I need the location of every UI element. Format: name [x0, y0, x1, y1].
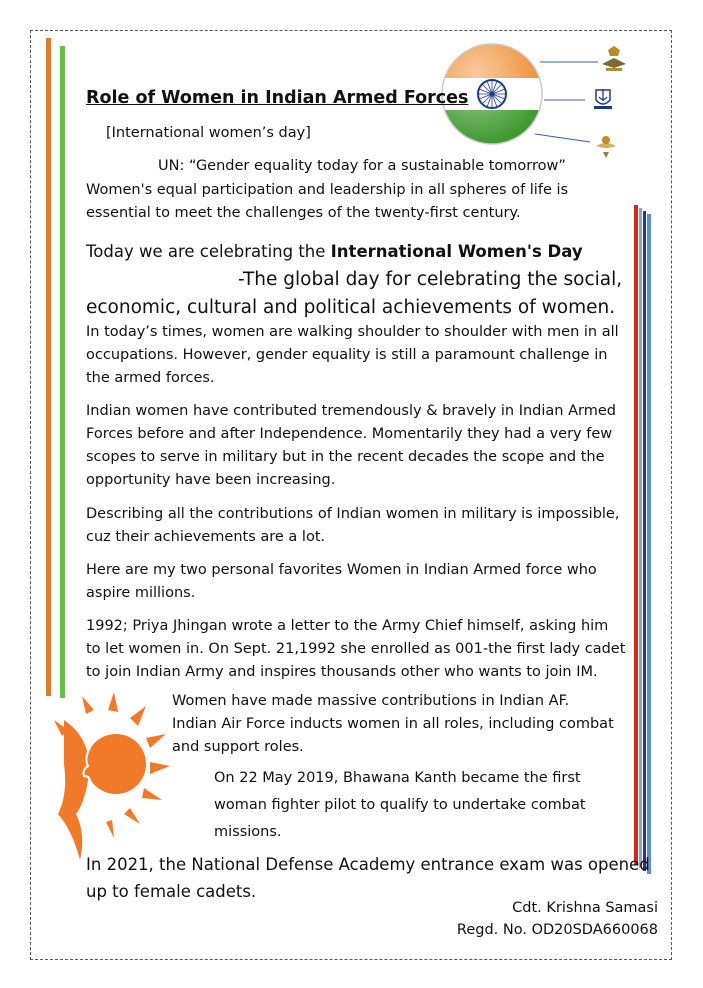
paragraph-line: Indian Air Force inducts women in all roles, including combat — [172, 716, 614, 732]
paragraph-line: woman fighter pilot to qualify to undertake combat — [214, 797, 586, 813]
paragraph-7 — [214, 765, 586, 846]
paragraph-line: In 2021, the National Defense Academy entrance exam was opened — [86, 855, 650, 874]
signature-name: Cdt. Krishna Samasi — [512, 900, 658, 916]
india-flag-globe — [440, 42, 650, 172]
paragraph-line: occupations. However, gender equality is still a paramount challenge in — [86, 347, 608, 363]
celebrate-bold: International Women's Day — [330, 242, 583, 261]
signature-regd: Regd. No. OD20SDA660068 — [456, 922, 658, 938]
navy-emblem-icon — [594, 89, 612, 109]
paragraph-8 — [86, 851, 650, 905]
paragraph-3 — [86, 504, 619, 550]
right-red-bar — [634, 205, 638, 865]
celebrate-prefix: Today we are celebrating the — [86, 242, 331, 261]
paragraph-line: to join Indian Army and inspires thousands other who wants to join IM. — [86, 664, 598, 680]
paragraph-line: On 22 May 2019, Bhawana Kanth became the first — [214, 770, 581, 786]
celebrate-desc-2: economic, cultural and political achievements of women. — [86, 297, 616, 318]
paragraph-5 — [86, 616, 625, 685]
paragraph-line: Indian women have contributed tremendously & bravely in Indian Armed — [86, 403, 616, 419]
un-quote: UN: “Gender equality today for a sustainable tomorrow” — [158, 158, 566, 174]
intro-line: Women's equal participation and leadership in all spheres of life is — [86, 182, 569, 198]
ashoka-chakra-icon — [478, 80, 506, 108]
celebrate-line — [86, 242, 583, 262]
paragraph-line: Describing all the contributions of Indian women in military is impossible, — [86, 506, 620, 522]
paragraph-line: scopes to serve in military but in the recent decades the scope and the — [86, 449, 605, 465]
page-title: Role of Women in Indian Armed Forces — [86, 88, 469, 108]
paragraph-line: to let women in. On Sept. 21,1992 she enrolled as 001-the first lady cadet — [86, 641, 626, 657]
intro-line: essential to meet the challenges of the twenty-first century. — [86, 205, 521, 221]
air-force-emblem-icon — [596, 136, 616, 158]
paragraph-line: Here are my two personal favorites Women in Indian Armed force who — [86, 562, 597, 578]
right-navy-bar — [643, 211, 646, 871]
paragraph-4 — [86, 560, 597, 606]
paragraph-2 — [86, 401, 616, 493]
subtitle: [International women’s day] — [106, 125, 311, 141]
right-blue-bar — [647, 214, 651, 874]
paragraph-line: the armed forces. — [86, 370, 215, 386]
paragraph-line: missions. — [214, 824, 282, 840]
paragraph-line: cuz their achievements are a lot. — [86, 529, 326, 545]
paragraph-1 — [86, 322, 619, 391]
paragraph-line: and support roles. — [172, 739, 304, 755]
celebrate-desc-1: -The global day for celebrating the social, — [238, 269, 623, 290]
paragraph-line: aspire millions. — [86, 585, 196, 601]
left-orange-bar — [46, 38, 51, 696]
paragraph-line: opportunity have been increasing. — [86, 472, 336, 488]
paragraph-line: up to female cadets. — [86, 882, 257, 901]
army-emblem-icon — [602, 46, 626, 71]
paragraph-line: Forces before and after Independence. Momentarily they had a very few — [86, 426, 613, 442]
right-gray-bar — [639, 208, 642, 868]
paragraph-line: In today’s times, women are walking shoulder to shoulder with men in all — [86, 324, 619, 340]
woman-profile — [58, 720, 89, 860]
paragraph-line: 1992; Priya Jhingan wrote a letter to the Army Chief himself, asking him — [86, 618, 609, 634]
intro-paragraph — [86, 180, 568, 226]
paragraph-6 — [172, 691, 614, 760]
left-green-bar — [60, 46, 65, 698]
paragraph-line: Women have made massive contributions in Indian AF. — [172, 693, 570, 709]
